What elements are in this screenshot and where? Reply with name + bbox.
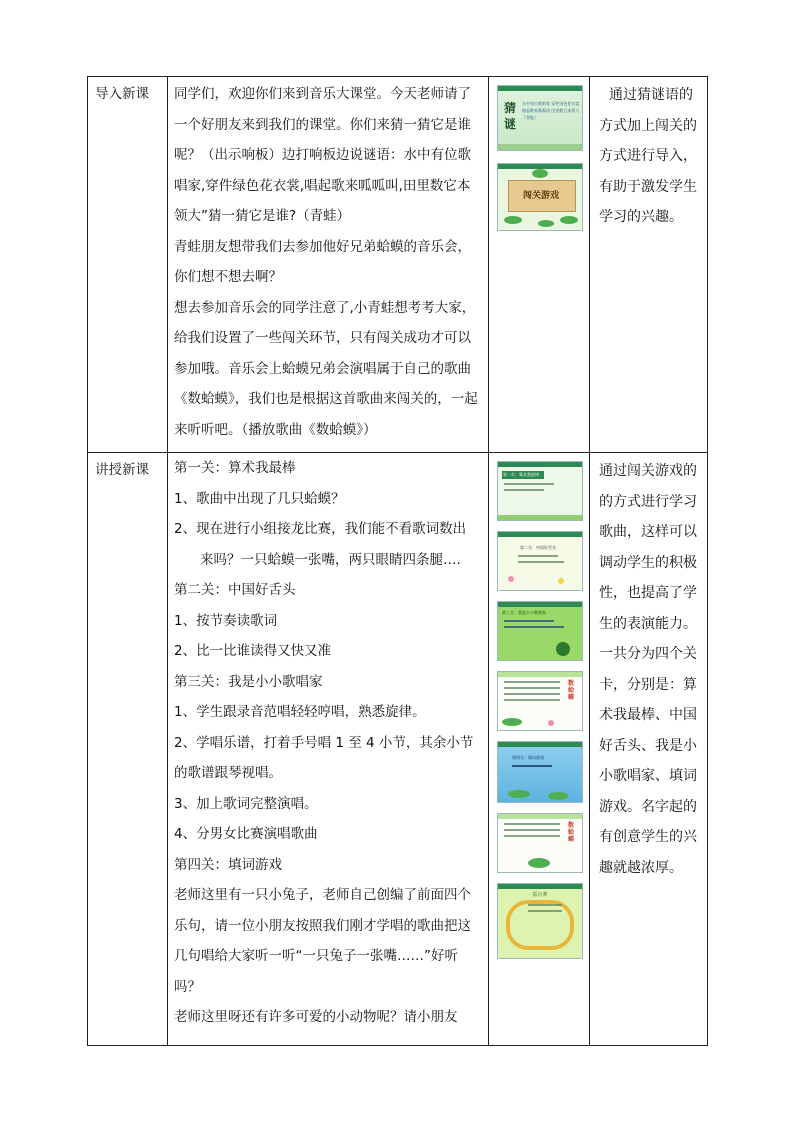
content-cell	[168, 77, 489, 453]
content-line: 老师这里有一只小兔子，老师自己创编了前面四个乐句，请一位小朋友按照我们刚才学唱的歌曲把这几句唱给大家听一听“一只兔子一张嘴……”好听吗？	[174, 887, 471, 995]
slide-title: 数蛤蟆	[568, 680, 575, 701]
slide-title: 擂台赛	[532, 892, 548, 898]
stage-cell	[88, 77, 168, 453]
content-line: 第一关：算术我最棒	[174, 460, 296, 476]
slides-cell	[489, 453, 590, 1046]
slide-thumbnail	[497, 671, 583, 731]
slide-thumbnail	[497, 531, 583, 591]
slide-thumbnail	[497, 601, 583, 661]
content-line: 老师这里呀还有许多可爱的小动物呢？请小朋友	[174, 1009, 458, 1025]
slide-thumbnail	[497, 163, 583, 231]
slide-thumbnail	[497, 85, 583, 151]
stage-cell	[88, 453, 168, 1046]
stage-label: 讲授新课	[95, 462, 149, 478]
slide-title: 第一关：算术我最棒	[502, 471, 544, 479]
content-paragraph: 想去参加音乐会的同学注意了,小青蛙想考考大家，给我们设置了一些闯关环节，只有闯关成功才可以参加哦。音乐会上蛤蟆兄弟会演唱属于自己的歌曲《数蛤蟆》，我们也是根据这首歌曲来闯关的，一起来听听吧。（播放歌曲《数蛤蟆》）	[174, 299, 478, 438]
content-line: 2、学唱乐谱，打着手号唱 1 至 4 小节，其余小节的歌谱跟琴视唱。	[174, 734, 474, 781]
slide-thumbnail	[497, 741, 583, 803]
content-line: 来吗？一只蛤蟆一张嘴，两只眼睛四条腿….	[200, 551, 461, 568]
slide-big-text: 猜谜	[504, 101, 517, 131]
slide-title: 数蛤蟆	[568, 822, 575, 843]
slides-cell	[489, 77, 590, 453]
slide-text: 水中有位歌唱家 穿件绿色花衣裳 唱起歌来呱呱叫 田里数它本领大 （青蛙）	[522, 101, 580, 120]
slide-title: 第三关：我是小小歌唱家	[502, 610, 546, 615]
content-line: 4、分男女比赛演唱歌曲	[174, 826, 318, 842]
slide-thumbnail	[497, 813, 583, 873]
slide-thumbnail	[497, 883, 583, 959]
slide-big-text: 闯关游戏	[522, 191, 559, 201]
slide-title: 第四关：填词游戏	[512, 755, 544, 760]
note-cell	[590, 453, 708, 1046]
slide-thumbnail	[497, 461, 583, 521]
table-row-teaching	[88, 453, 708, 1046]
content-line: 1、按节奏读歌词	[174, 612, 278, 629]
slide-title: 第二关：中国好舌头	[520, 545, 556, 550]
content-cell	[168, 453, 489, 1046]
note-text: 通过闯关游戏的的方式进行学习歌曲，这样可以调动学生的积极性，也提高了学生的表演能力。一共分为四个关卡，分别是：算术我最棒、中国好舌头、我是小小歌唱家、填词游戏。名字起的有创意学生的兴趣就越浓厚。	[599, 463, 697, 876]
content-line: 2、比一比谁读得又快又准	[174, 643, 332, 659]
stage-label: 导入新课	[95, 86, 149, 102]
content-line: 第二关：中国好舌头	[174, 582, 296, 598]
table-row-intro	[88, 77, 708, 453]
content-line: 3、加上歌词完整演唱。	[174, 795, 318, 812]
content-line: 第三关：我是小小歌唱家	[174, 673, 323, 690]
note-text: 通过猜谜语的方式加上闯关的方式进行导入，有助于激发学生学习的兴趣。	[599, 87, 697, 225]
content-paragraph: 同学们，欢迎你们来到音乐大课堂。今天老师请了一个好朋友来到我们的课堂。你们来猜一猜它是谁呢？（出示响板）边打响板边说谜语：水中有位歌唱家,穿件绿色花衣裳,唱起歌来呱呱叫,田里数它本领大”猜一猜它是谁?（青蛙）	[174, 86, 471, 224]
content-line: 1、歌曲中出现了几只蛤蟆？	[174, 490, 345, 507]
content-line: 2、现在进行小组接龙比赛，我们能不看歌词数出	[174, 521, 467, 537]
lesson-plan-table	[87, 76, 708, 1046]
content-line: 第四关：填词游戏	[174, 856, 282, 873]
content-paragraph: 青蛙朋友想带我们去参加他好兄弟蛤蟆的音乐会，你们想不想去啊？	[174, 238, 471, 285]
note-cell	[590, 77, 708, 453]
content-line: 1、学生跟录音范唱轻轻哼唱，熟悉旋律。	[174, 704, 426, 720]
